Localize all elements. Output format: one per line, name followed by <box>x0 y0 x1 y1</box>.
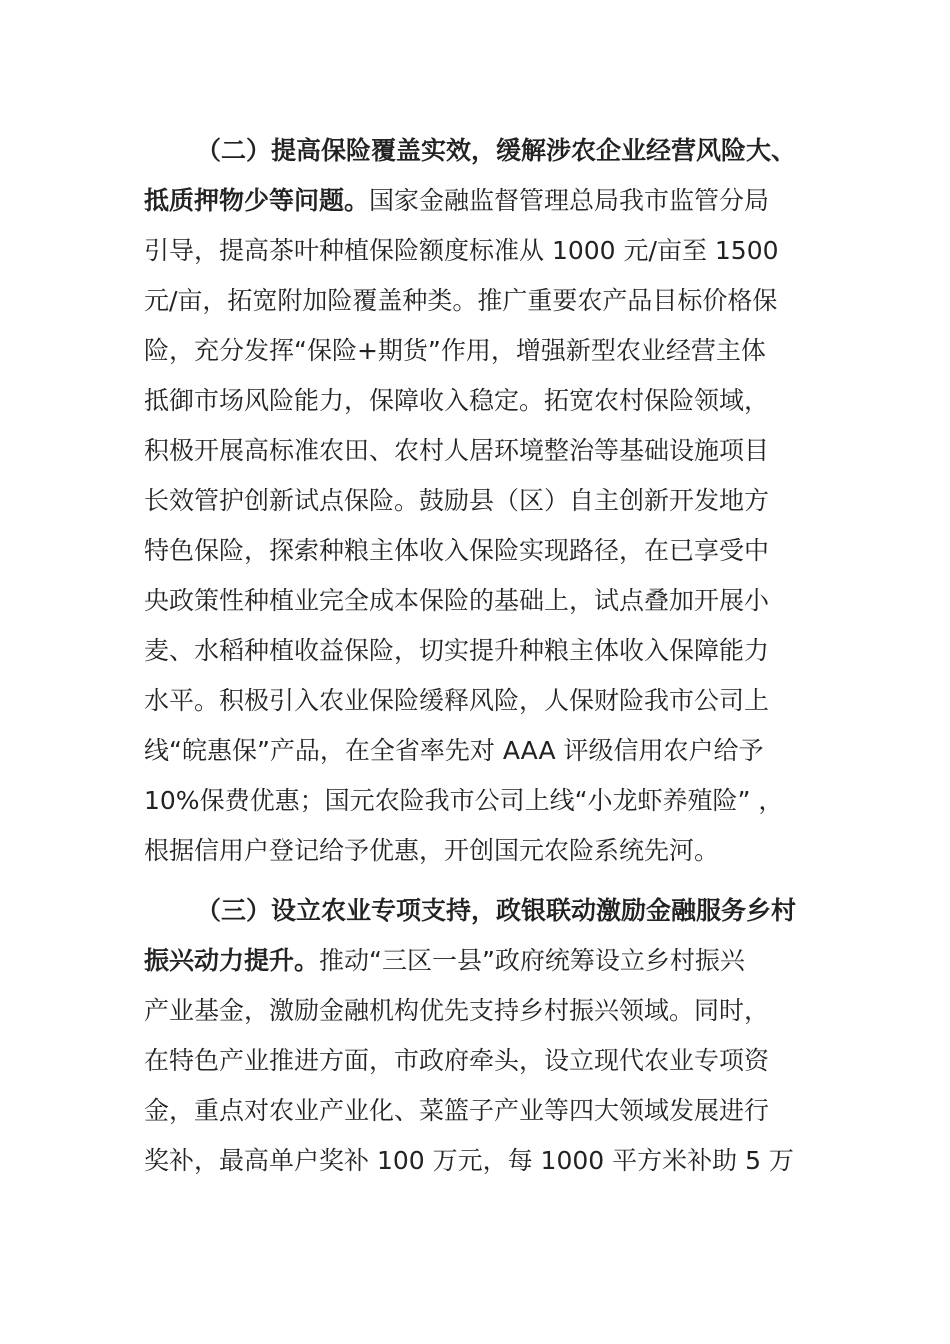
text-line <box>144 776 814 826</box>
text-line <box>144 276 814 326</box>
text-line <box>144 226 814 276</box>
text-line <box>144 826 814 876</box>
body-text: 积极开展高标准农田、农村人居环境整治等基础设施项目 <box>144 436 770 465</box>
body-text: 推动“三区一县”政府统筹设立乡村振兴 <box>319 946 745 975</box>
text-line <box>144 1086 814 1136</box>
text-line <box>144 1036 814 1086</box>
body-text: 险，充分发挥“保险+期货”作用，增强新型农业经营主体 <box>144 336 766 365</box>
paragraph-special-support <box>144 886 814 1186</box>
body-text: 国家金融监督管理总局我市监管分局 <box>369 186 770 215</box>
text-line <box>144 176 814 226</box>
text-line <box>144 376 814 426</box>
text-line <box>144 626 814 676</box>
text-line <box>144 936 814 986</box>
text-line <box>144 476 814 526</box>
body-text: 奖补，最高单户奖补 100 万元，每 1000 平方米补助 5 万 <box>144 1146 794 1175</box>
body-text: 产业基金，激励金融机构优先支持乡村振兴领域。同时， <box>144 996 770 1025</box>
text-line <box>144 326 814 376</box>
body-text: 在特色产业推进方面，市政府牵头，设立现代农业专项资 <box>144 1046 770 1075</box>
heading-text: 抵质押物少等问题。 <box>144 186 370 215</box>
heading-text: （二）提高保险覆盖实效，缓解涉农企业经营风险大、 <box>196 136 797 165</box>
text-line <box>144 426 814 476</box>
text-line <box>144 886 814 936</box>
body-text: 元/亩，拓宽附加险覆盖种类。推广重要农产品目标价格保 <box>144 286 778 315</box>
text-line <box>144 726 814 776</box>
body-text: 线“皖惠保”产品，在全省率先对 AAA 评级信用农户给予 <box>144 736 764 765</box>
body-text: 抵御市场风险能力，保障收入稳定。拓宽农村保险领域， <box>144 386 770 415</box>
text-line <box>144 576 814 626</box>
body-text: 根据信用户登记给予优惠，开创国元农险系统先河。 <box>144 836 720 865</box>
body-text: 金，重点对农业产业化、菜篮子产业等四大领域发展进行 <box>144 1096 770 1125</box>
paragraph-insurance <box>144 126 814 876</box>
body-text: 10%保费优惠；国元农险我市公司上线“小龙虾养殖险” ， <box>144 786 784 815</box>
body-text: 水平。积极引入农业保险缓释风险，人保财险我市公司上 <box>144 686 770 715</box>
body-text: 央政策性种植业完全成本保险的基础上，试点叠加开展小 <box>144 586 770 615</box>
paragraph-gap <box>144 876 814 886</box>
document-body <box>144 126 814 1186</box>
heading-text: 振兴动力提升。 <box>144 946 320 975</box>
text-line <box>144 676 814 726</box>
body-text: 麦、水稻种植收益保险，切实提升种粮主体收入保障能力 <box>144 636 770 665</box>
body-text: 引导，提高茶叶种植保险额度标准从 1000 元/亩至 1500 <box>144 236 779 265</box>
text-line <box>144 986 814 1036</box>
text-line <box>144 126 814 176</box>
heading-text: （三）设立农业专项支持，政银联动激励金融服务乡村 <box>196 896 797 925</box>
text-line <box>144 1136 814 1186</box>
body-text: 长效管护创新试点保险。鼓励县（区）自主创新开发地方 <box>144 486 770 515</box>
body-text: 特色保险，探索种粮主体收入保险实现路径，在已享受中 <box>144 536 770 565</box>
text-line <box>144 526 814 576</box>
